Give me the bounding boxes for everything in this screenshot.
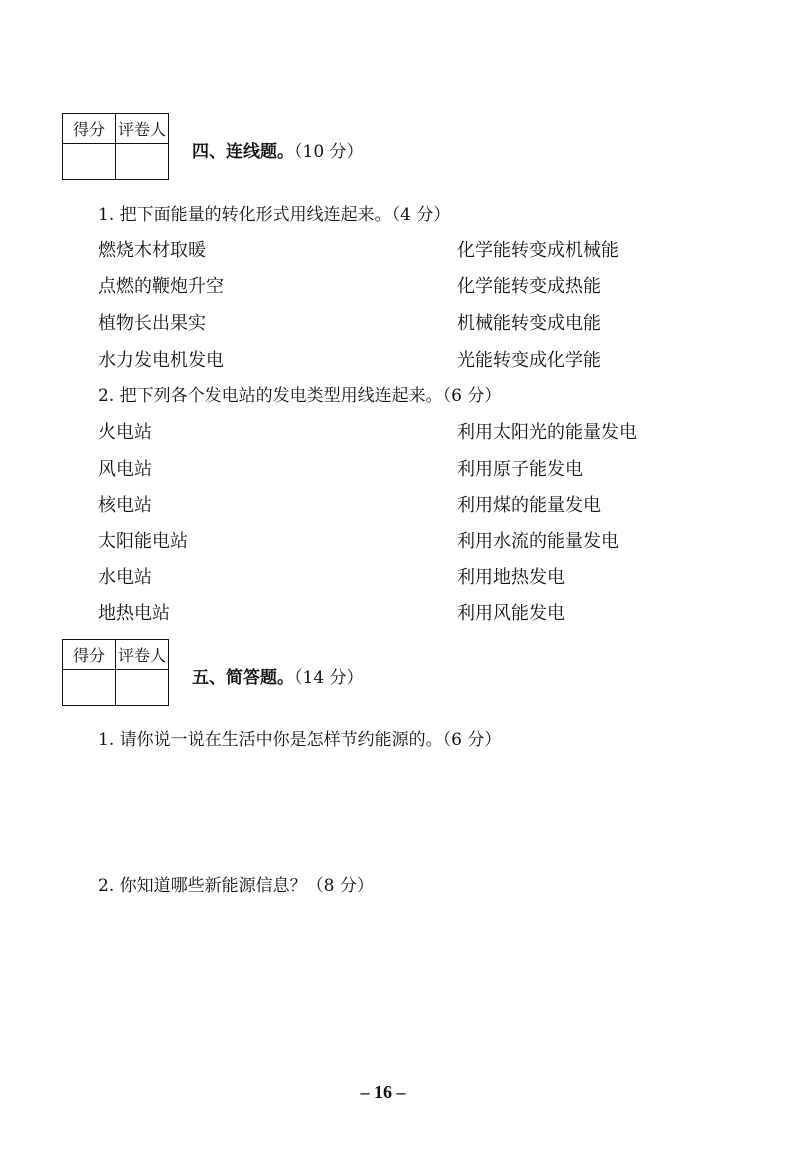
section5-points: （14 分） [294, 668, 364, 688]
right-item[interactable]: 化学能转变成机械能 [457, 240, 619, 261]
left-item[interactable]: 植物长出果实 [98, 313, 206, 334]
section4-points: （10 分） [294, 142, 364, 162]
question-5-2: 2. 你知道哪些新能源信息？（8 分） [98, 876, 374, 896]
right-item[interactable]: 利用太阳光的能量发电 [457, 422, 637, 443]
question-5-1: 1. 请你说一说在生活中你是怎样节约能源的。（6 分） [98, 730, 502, 750]
left-item[interactable]: 风电站 [98, 459, 152, 480]
left-item[interactable]: 太阳能电站 [98, 531, 188, 552]
right-item[interactable]: 光能转变成化学能 [457, 350, 601, 371]
answer-area-5-1[interactable] [98, 760, 698, 860]
grader-label: 评卷人 [116, 640, 169, 670]
page-number: – 16 – [360, 1082, 406, 1102]
grader-cell[interactable] [116, 144, 169, 180]
section5-heading [192, 663, 364, 688]
grader-label: 评卷人 [116, 114, 169, 144]
right-item[interactable]: 化学能转变成热能 [457, 276, 601, 297]
score-cell[interactable] [63, 670, 116, 706]
left-item[interactable]: 点燃的鞭炮升空 [98, 276, 224, 297]
right-item[interactable]: 机械能转变成电能 [457, 313, 601, 334]
right-item[interactable]: 利用煤的能量发电 [457, 495, 601, 516]
left-item[interactable]: 火电站 [98, 422, 152, 443]
section4-title: 四、连线题。 [192, 142, 294, 162]
left-item[interactable]: 水力发电机发电 [98, 350, 224, 371]
left-item[interactable]: 水电站 [98, 567, 152, 588]
right-item[interactable]: 利用原子能发电 [457, 459, 583, 480]
right-item[interactable]: 利用地热发电 [457, 567, 565, 588]
section5-title: 五、简答题。 [192, 668, 294, 688]
grader-cell[interactable] [116, 670, 169, 706]
question-4-1: 1. 把下面能量的转化形式用线连起来。（4 分） [98, 205, 451, 225]
left-item[interactable]: 燃烧木材取暖 [98, 240, 206, 261]
right-item[interactable]: 利用风能发电 [457, 603, 565, 624]
score-label: 得分 [63, 640, 116, 670]
section4-heading [192, 137, 364, 162]
question-4-2: 2. 把下列各个发电站的发电类型用线连起来。（6 分） [98, 386, 502, 406]
left-item[interactable]: 地热电站 [98, 603, 170, 624]
left-item[interactable]: 核电站 [98, 495, 152, 516]
right-item[interactable]: 利用水流的能量发电 [457, 531, 619, 552]
score-box-section4 [62, 113, 169, 180]
score-label: 得分 [63, 114, 116, 144]
score-cell[interactable] [63, 144, 116, 180]
score-box-section5 [62, 639, 169, 706]
answer-area-5-2[interactable] [98, 905, 698, 1055]
